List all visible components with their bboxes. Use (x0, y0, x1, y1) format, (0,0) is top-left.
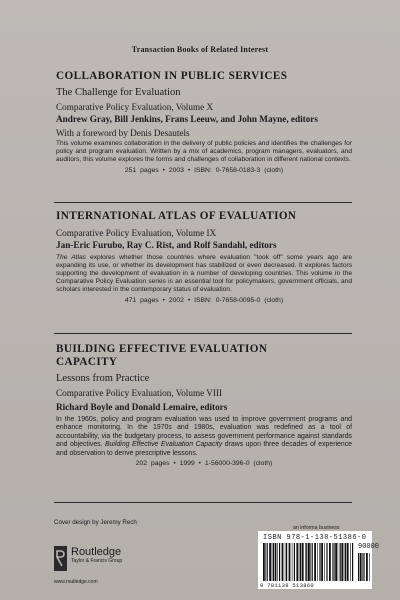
book-title: BUILDING EFFECTIVE EVALUATION CAPACITY (56, 343, 268, 368)
isbn-text: ISBN 978-1-138-51386-0 (263, 534, 367, 542)
book-title: INTERNATIONAL ATLAS OF EVALUATION (56, 210, 297, 222)
book-authors: Jan-Eric Furubo, Ray C. Rist, and Rolf Sandahl, editors (56, 240, 277, 250)
barcode-digits: 9 781138 513860 (260, 582, 315, 589)
barcode-icon (263, 543, 355, 581)
publisher-logo (54, 546, 122, 571)
routledge-r-icon (54, 546, 67, 571)
publisher-group: Taylor & Francis Group (71, 558, 123, 564)
book-description-italic: Building Effective Evaluation Capacity (104, 441, 223, 449)
book-description-tail: draws upon three decades of experience and observation to derive prescriptive lessons. (56, 441, 352, 457)
book-meta: 471 pages • 2002 • ISBN: 0-7658-0095-0 (cloth) (124, 297, 284, 304)
book-foreword: With a foreword by Denis Desautels (56, 128, 190, 138)
price-barcode-icon (358, 553, 370, 581)
informa-tagline: an informa business (293, 525, 340, 531)
book-title: COLLABORATION IN PUBLIC SERVICES (56, 70, 288, 82)
book-description (56, 416, 352, 458)
book-meta: 251 pages • 2003 • ISBN: 0-7658-0183-3 (cloth) (124, 167, 284, 174)
book-entry-2 (56, 210, 352, 304)
isbn-barcode (258, 531, 380, 589)
book-subtitle: The Challenge for Evaluation (56, 87, 181, 98)
book-description-text: explores whether those countries where evaluation "took off" some years ago are expanding its use, or whether its development has stabilized or even decreased. It explores factors supporting the development of evaluation in a number of developing countries. This volume in the Comparative Policy Evaluation series is an essential tool for policymakers, government officials, and scholars interested in the contemporary status of evaluation. (56, 254, 353, 293)
divider (54, 202, 352, 203)
book-description-text: In the 1960s, policy and program evaluation was used to improve government programs and enhance monitoring. In the 1970s and 1980s, evaluation was redefined as a tool of accountability, via the budgetary process, to assess government performance against standards and objectives. (56, 416, 352, 449)
book-series: Comparative Policy Evaluation, Volume X (56, 102, 214, 112)
book-authors: Andrew Gray, Bill Jenkins, Frans Leeuw, and John Mayne, editors (56, 114, 318, 124)
cover-credit: Cover design by Jeremy Rech (54, 519, 137, 526)
publisher-url: www.routledge.com (54, 579, 98, 585)
series-header: Transaction Books of Related Interest (131, 45, 269, 54)
book-description (56, 254, 352, 294)
book-description-italic: The Atlas (56, 254, 86, 261)
book-entry-3 (56, 343, 352, 467)
book-entry-1 (56, 70, 352, 174)
book-authors: Richard Boyle and Donald Lemaire, editors (56, 402, 228, 412)
book-series: Comparative Policy Evaluation, Volume VIII (56, 388, 223, 398)
book-series: Comparative Policy Evaluation, Volume IX (56, 228, 217, 238)
price-code: 90000 (358, 543, 380, 551)
book-subtitle: Lessons from Practice (56, 373, 150, 384)
divider (54, 502, 352, 503)
book-meta: 202 pages • 1999 • 1-56000-396-0 (cloth) (135, 460, 273, 468)
publisher-name: Routledge (71, 546, 122, 558)
divider (54, 333, 352, 334)
book-description: This volume examines collaboration in the delivery of public policies and identifies the challenges for policy and program evaluation. Written by a mix of academics, program managers, evaluators, and auditors, this volume explores the forms and challenges of collaboration in different national contexts. (56, 140, 352, 163)
